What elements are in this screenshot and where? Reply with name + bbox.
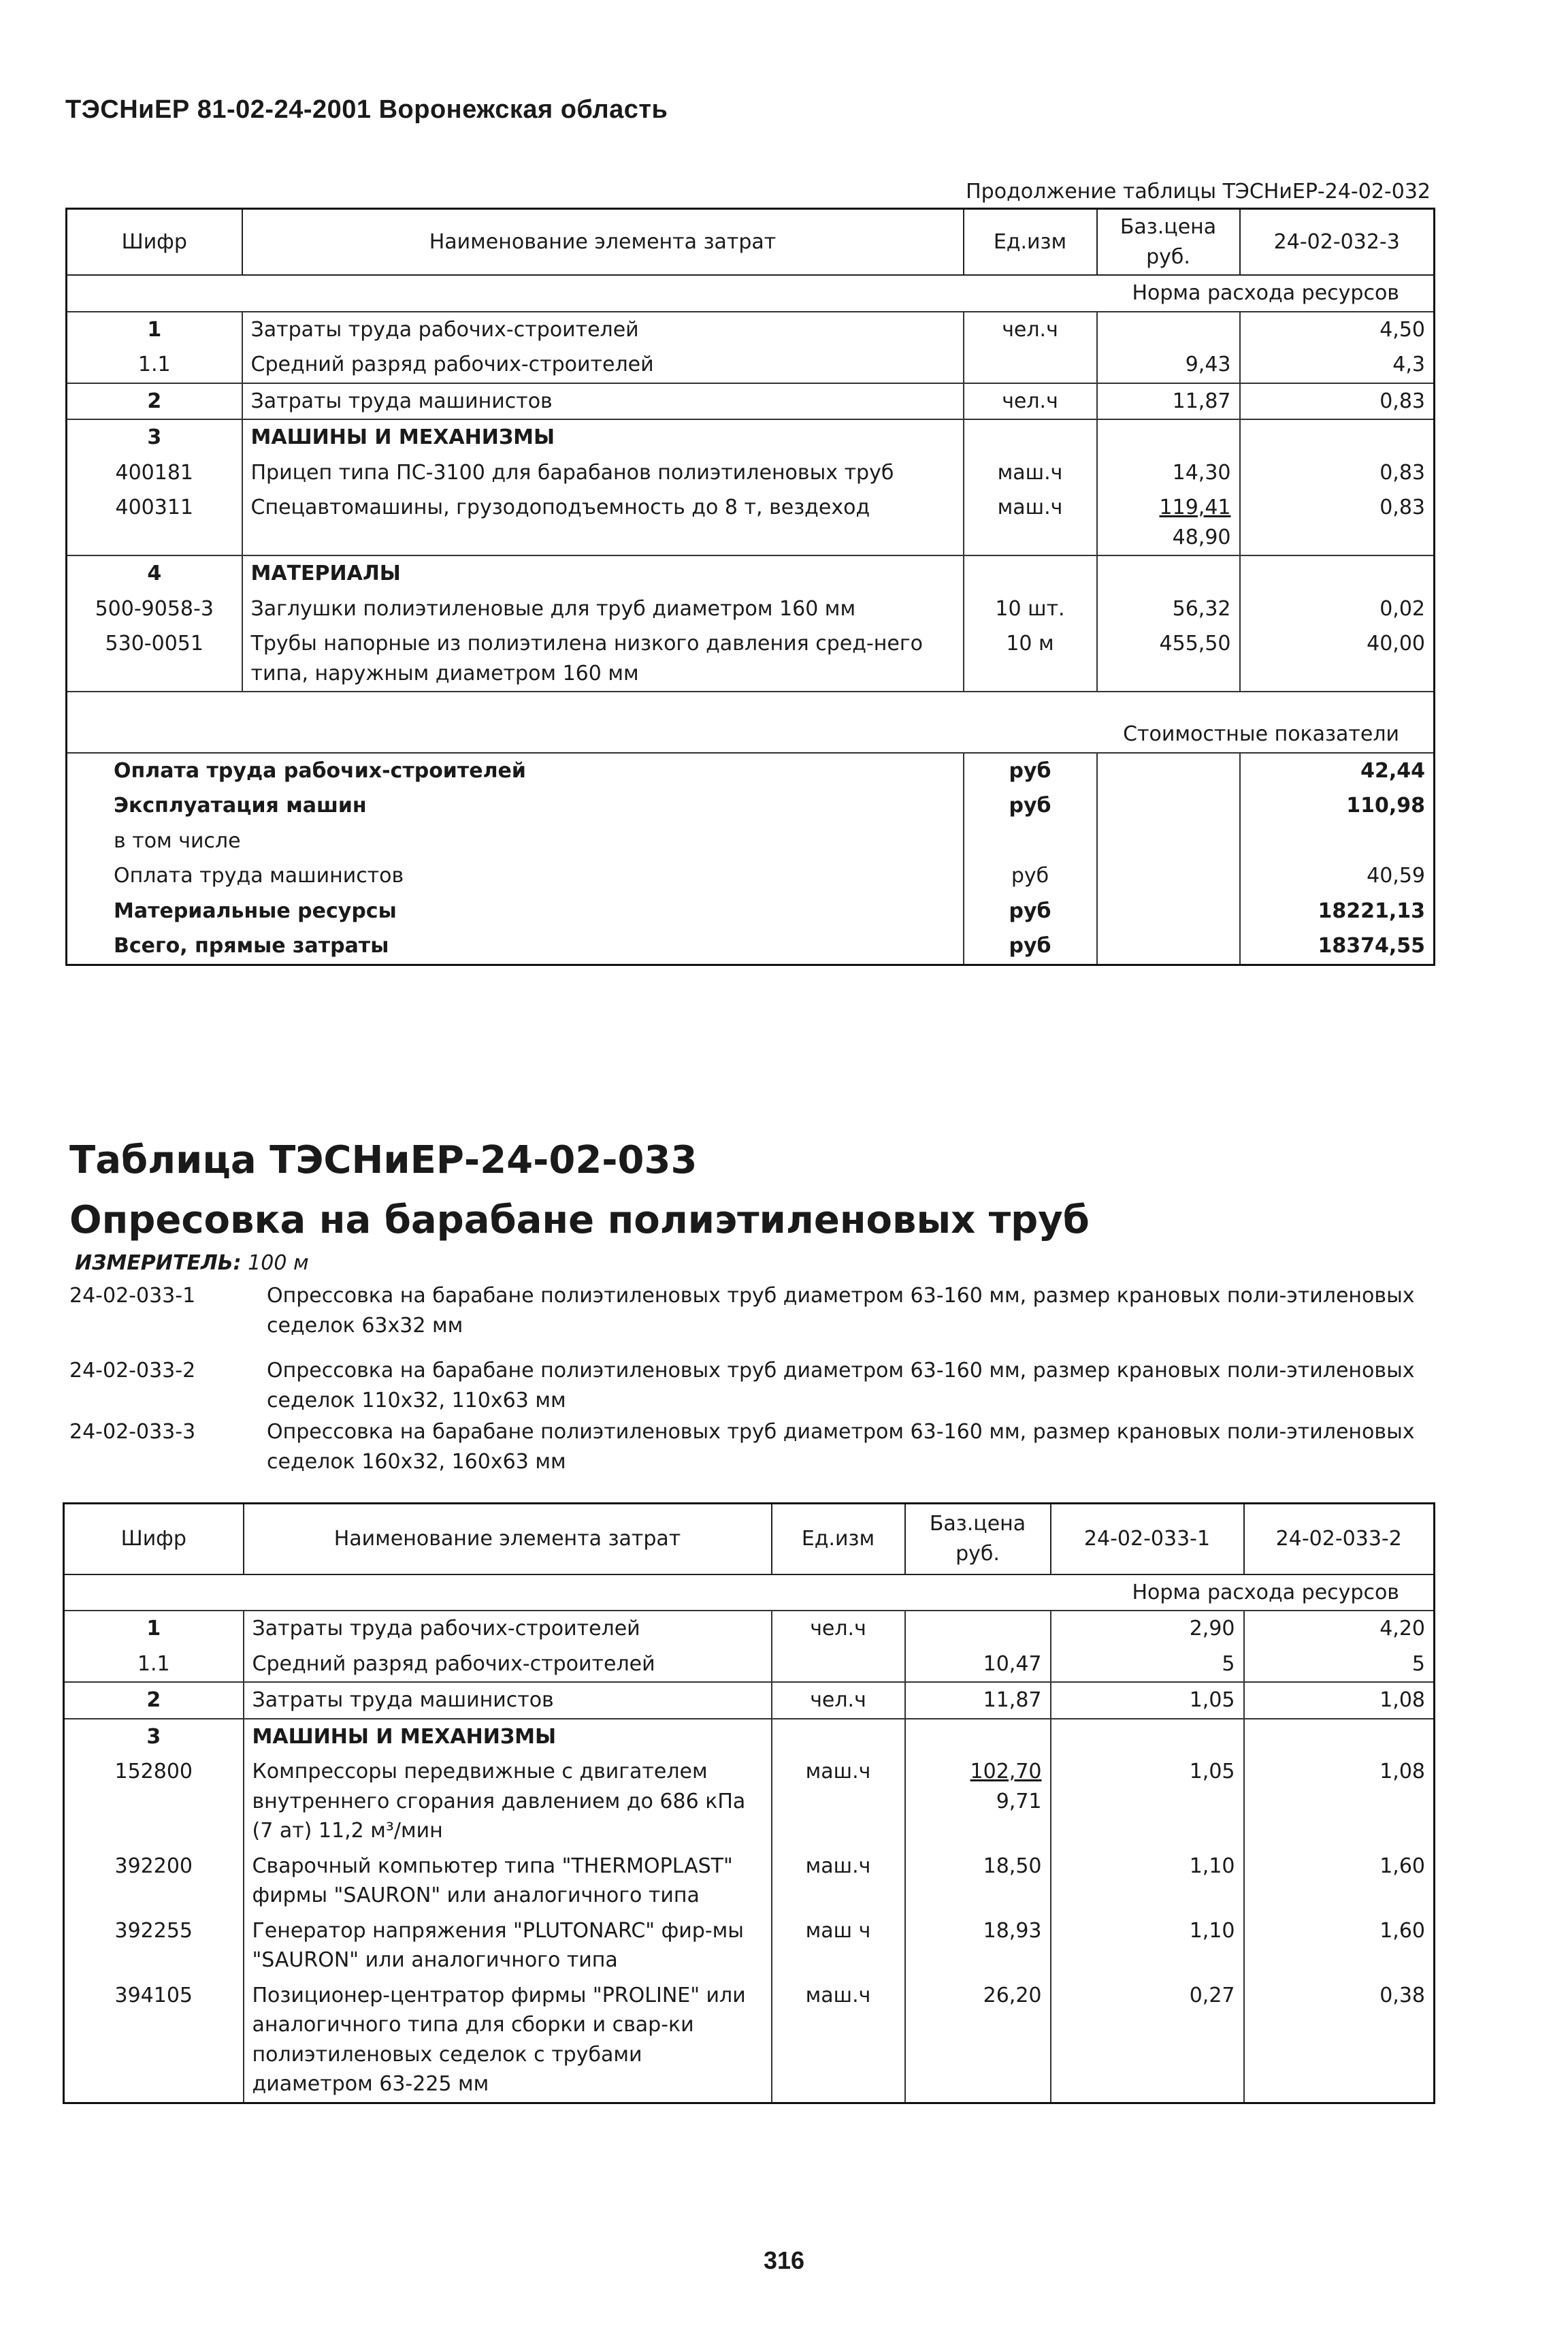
header-name: Наименование элемента затрат: [242, 209, 964, 276]
table-continuation-caption: Продолжение таблицы ТЭСНиЕР-24-02-032: [966, 180, 1431, 204]
norm-band-row: [67, 275, 1435, 312]
norm-band-label: Норма расхода ресурсов: [67, 275, 1435, 312]
row-name: Затраты труда машинистов: [244, 1682, 772, 1719]
row-price: [1097, 626, 1240, 692]
variant-item: [69, 1356, 1415, 1415]
row-code: 1.1: [64, 1647, 244, 1683]
row-code: 2: [64, 1682, 244, 1719]
table-row: [67, 347, 1435, 383]
row-unit: чел.ч: [772, 1611, 905, 1647]
row-value-1: 4,3: [1240, 347, 1435, 383]
summary-unit: [964, 824, 1097, 859]
summary-value: 110,98: [1240, 788, 1435, 824]
header-col-033-2: 24-02-033-2: [1244, 1504, 1435, 1574]
row-value-1: 1,10: [1051, 1849, 1244, 1913]
row-price-main: 455,50: [1159, 632, 1231, 656]
row-code: 1.1: [67, 347, 242, 383]
row-unit: 10 шт.: [964, 592, 1097, 627]
row-unit: чел.ч: [964, 312, 1097, 348]
row-price-main: 102,70: [970, 1760, 1042, 1783]
table-subtitle: Опресовка на барабане полиэтиленовых труб: [69, 1198, 1090, 1242]
row-code: 1: [64, 1611, 244, 1647]
summary-value: 18374,55: [1240, 928, 1435, 965]
table-title: Таблица ТЭСНиЕР-24-02-033: [69, 1138, 698, 1182]
row-name: Трубы напорные из полиэтилена низкого давления сред-него типа, наружным диаметром 160 мм: [242, 626, 964, 692]
row-price: [905, 1849, 1051, 1913]
row-price: [905, 1611, 1051, 1647]
row-price: [905, 1719, 1051, 1755]
table-row: [64, 1849, 1435, 1913]
summary-name: Эксплуатация машин: [67, 788, 964, 824]
table-row: [64, 1754, 1435, 1849]
norm-band-row: [64, 1574, 1435, 1611]
row-name: Компрессоры передвижные с двигателем внутреннего сгорания давлением до 686 кПа (7 ат) 11,2 м³/мин: [244, 1754, 772, 1849]
row-name: Генератор напряжения "PLUTONARC" фир-мы "SAURON" или аналогичного типа: [244, 1913, 772, 1978]
row-price-main: 10,47: [983, 1651, 1042, 1676]
variant-item: [69, 1281, 1415, 1340]
summary-unit: руб: [964, 788, 1097, 824]
row-unit: маш ч: [772, 1913, 905, 1978]
summary-unit: руб: [964, 753, 1097, 789]
header-col-033-1: 24-02-033-1: [1051, 1504, 1244, 1574]
table-row: [67, 419, 1435, 455]
row-price: [905, 1978, 1051, 2103]
row-code: 3: [67, 419, 242, 455]
row-code: 1: [67, 312, 242, 348]
row-code: 394105: [64, 1978, 244, 2103]
row-price: [905, 1682, 1051, 1719]
table-row: [67, 383, 1435, 420]
header-code: Шифр: [64, 1504, 244, 1574]
header-code: Шифр: [67, 209, 242, 276]
row-price-main: 56,32: [1172, 596, 1231, 621]
page-number: 316: [763, 2246, 805, 2274]
table-row: [64, 1719, 1435, 1755]
summary-name: Оплата труда рабочих-строителей: [67, 753, 964, 789]
row-value-1: 1,10: [1051, 1913, 1244, 1978]
row-price: [1097, 312, 1240, 348]
row-price-main: 26,20: [983, 1983, 1042, 2007]
summary-unit: руб: [964, 858, 1097, 894]
row-code: 3: [64, 1719, 244, 1755]
row-value-1: 1,05: [1051, 1682, 1244, 1719]
row-name: Заглушки полиэтиленовые для труб диаметром 160 мм: [242, 592, 964, 627]
row-value-2: 1,60: [1244, 1849, 1435, 1913]
row-unit: [964, 347, 1097, 383]
variant-description: Опрессовка на барабане полиэтиленовых труб диаметром 63-160 мм, размер крановых поли-этиленовых седелок 63х32 мм: [267, 1284, 1415, 1338]
summary-value: [1240, 824, 1435, 859]
row-unit: [772, 1647, 905, 1683]
row-code: 392255: [64, 1913, 244, 1978]
row-value-1: [1240, 419, 1435, 455]
summary-row: [67, 894, 1435, 929]
summary-empty: [1097, 928, 1240, 965]
summary-name: в том числе: [67, 824, 964, 859]
header-unit: Ед.изм: [964, 209, 1097, 276]
row-unit: маш.ч: [964, 455, 1097, 491]
row-value-1: [1240, 555, 1435, 592]
row-price: [905, 1754, 1051, 1849]
row-code: 2: [67, 383, 242, 420]
cost-band-row: [67, 692, 1435, 753]
variant-description: Опрессовка на барабане полиэтиленовых труб диаметром 63-160 мм, размер крановых поли-этиленовых седелок 110х32, 110х63 мм: [267, 1359, 1415, 1412]
row-code: 500-9058-3: [67, 592, 242, 627]
row-price: [1097, 555, 1240, 592]
table-row: [64, 1647, 1435, 1683]
row-unit: чел.ч: [772, 1682, 905, 1719]
row-value-1: 0,83: [1240, 383, 1435, 420]
row-price: [1097, 490, 1240, 555]
summary-empty: [1097, 753, 1240, 789]
variant-code: 24-02-033-1: [69, 1284, 196, 1308]
row-name: Позиционер-центратор фирмы "PROLINE" или аналогичного типа для сборки и свар-ки полиэтиленовых седелок с трубами диаметром 63-225 мм: [244, 1978, 772, 2103]
table-row: [67, 592, 1435, 627]
row-name: Затраты труда рабочих-строителей: [244, 1611, 772, 1647]
table-header-row: [64, 1504, 1435, 1574]
table-row: [64, 1913, 1435, 1978]
summary-name: Всего, прямые затраты: [67, 928, 964, 965]
table-row: [67, 455, 1435, 491]
row-value-1: 4,50: [1240, 312, 1435, 348]
row-name: Средний разряд рабочих-строителей: [242, 347, 964, 383]
row-value-1: 40,00: [1240, 626, 1435, 692]
row-unit: [772, 1719, 905, 1755]
norm-band-label: Норма расхода ресурсов: [64, 1574, 1435, 1611]
summary-name: Материальные ресурсы: [67, 894, 964, 929]
summary-name: Оплата труда машинистов: [67, 858, 964, 894]
row-name: Средний разряд рабочих-строителей: [244, 1647, 772, 1683]
row-value-1: 1,05: [1051, 1754, 1244, 1849]
row-code: 530-0051: [67, 626, 242, 692]
row-value-2: 1,08: [1244, 1682, 1435, 1719]
resource-table-033: [63, 1502, 1435, 2104]
row-value-2: 4,20: [1244, 1611, 1435, 1647]
row-price-second: 48,90: [1172, 525, 1231, 549]
summary-empty: [1097, 824, 1240, 859]
row-name: Затраты труда машинистов: [242, 383, 964, 420]
row-value-2: 1,60: [1244, 1913, 1435, 1978]
table-row: [67, 626, 1435, 692]
header-name: Наименование элемента затрат: [244, 1504, 772, 1574]
row-unit: 10 м: [964, 626, 1097, 692]
row-code: 392200: [64, 1849, 244, 1913]
summary-row: [67, 753, 1435, 789]
variant-code: 24-02-033-3: [69, 1420, 196, 1444]
summary-unit: руб: [964, 894, 1097, 929]
summary-value: 18221,13: [1240, 894, 1435, 929]
row-value-2: [1244, 1719, 1435, 1755]
row-value-1: 0,02: [1240, 592, 1435, 627]
row-name: Затраты труда рабочих-строителей: [242, 312, 964, 348]
row-price-main: 119,41: [1159, 496, 1231, 519]
row-unit: маш.ч: [772, 1754, 905, 1849]
row-code: 400311: [67, 490, 242, 555]
table-row: [67, 555, 1435, 592]
row-price-main: 11,87: [983, 1688, 1042, 1712]
row-price-main: 14,30: [1172, 460, 1231, 485]
row-price: [1097, 592, 1240, 627]
row-value-1: 0,83: [1240, 490, 1435, 555]
row-price-main: 11,87: [1172, 389, 1231, 413]
row-price-main: 9,43: [1185, 353, 1231, 376]
table-row: [64, 1611, 1435, 1647]
row-value-2: 5: [1244, 1647, 1435, 1683]
row-unit: [964, 419, 1097, 455]
row-code: 152800: [64, 1754, 244, 1849]
row-name: МАШИНЫ И МЕХАНИЗМЫ: [242, 419, 964, 455]
row-name: Спецавтомашины, грузодоподъемность до 8 т, вездеход: [242, 490, 964, 555]
row-name: МАШИНЫ И МЕХАНИЗМЫ: [244, 1719, 772, 1755]
document-header: ТЭСНиЕР 81-02-24-2001 Воронежская область: [65, 95, 668, 124]
row-value-2: 1,08: [1244, 1754, 1435, 1849]
header-col-032-3: 24-02-032-3: [1240, 209, 1435, 276]
row-price-main: 18,50: [983, 1854, 1042, 1878]
meter-value: 100 м: [248, 1251, 309, 1275]
variant-code: 24-02-033-2: [69, 1359, 196, 1383]
row-price-main: 18,93: [983, 1918, 1042, 1943]
header-price: Баз.цена руб.: [905, 1504, 1051, 1574]
summary-row: [67, 928, 1435, 965]
variant-description: Опрессовка на барабане полиэтиленовых труб диаметром 63-160 мм, размер крановых поли-этиленовых седелок 160х32, 160х63 мм: [267, 1420, 1415, 1474]
row-unit: [964, 555, 1097, 592]
row-value-1: 5: [1051, 1647, 1244, 1683]
meter-line: [75, 1251, 309, 1275]
row-price: [1097, 347, 1240, 383]
table-row: [67, 490, 1435, 555]
row-price: [1097, 455, 1240, 491]
meter-label: ИЗМЕРИТЕЛЬ:: [75, 1251, 242, 1275]
header-price: Баз.цена руб.: [1097, 209, 1240, 276]
row-value-2: 0,38: [1244, 1978, 1435, 2103]
row-value-1: 2,90: [1051, 1611, 1244, 1647]
row-name: МАТЕРИАЛЫ: [242, 555, 964, 592]
header-unit: Ед.изм: [772, 1504, 905, 1574]
row-price: [905, 1913, 1051, 1978]
summary-value: 42,44: [1240, 753, 1435, 789]
summary-empty: [1097, 894, 1240, 929]
cost-band-label: Стоимостные показатели: [67, 692, 1435, 753]
row-price-second: 9,71: [996, 1789, 1042, 1813]
table-row: [64, 1682, 1435, 1719]
summary-row: [67, 788, 1435, 824]
row-value-1: 0,27: [1051, 1978, 1244, 2103]
row-unit: маш.ч: [772, 1978, 905, 2103]
table-header-row: [67, 209, 1435, 276]
row-unit: маш.ч: [964, 490, 1097, 555]
row-price: [1097, 419, 1240, 455]
row-value-1: 0,83: [1240, 455, 1435, 491]
summary-unit: руб: [964, 928, 1097, 965]
summary-value: 40,59: [1240, 858, 1435, 894]
summary-row: [67, 858, 1435, 894]
table-row: [64, 1978, 1435, 2103]
row-code: 4: [67, 555, 242, 592]
variant-item: [69, 1417, 1415, 1476]
row-unit: маш.ч: [772, 1849, 905, 1913]
row-price: [1097, 383, 1240, 420]
resource-table-032: [65, 208, 1435, 966]
summary-empty: [1097, 858, 1240, 894]
row-value-1: [1051, 1719, 1244, 1755]
row-price: [905, 1647, 1051, 1683]
summary-row: [67, 824, 1435, 859]
row-name: Сварочный компьютер типа "THERMOPLAST" фирмы "SAURON" или аналогичного типа: [244, 1849, 772, 1913]
row-unit: чел.ч: [964, 383, 1097, 420]
table-row: [67, 312, 1435, 348]
summary-empty: [1097, 788, 1240, 824]
row-code: 400181: [67, 455, 242, 491]
row-name: Прицеп типа ПС-3100 для барабанов полиэтиленовых труб: [242, 455, 964, 491]
